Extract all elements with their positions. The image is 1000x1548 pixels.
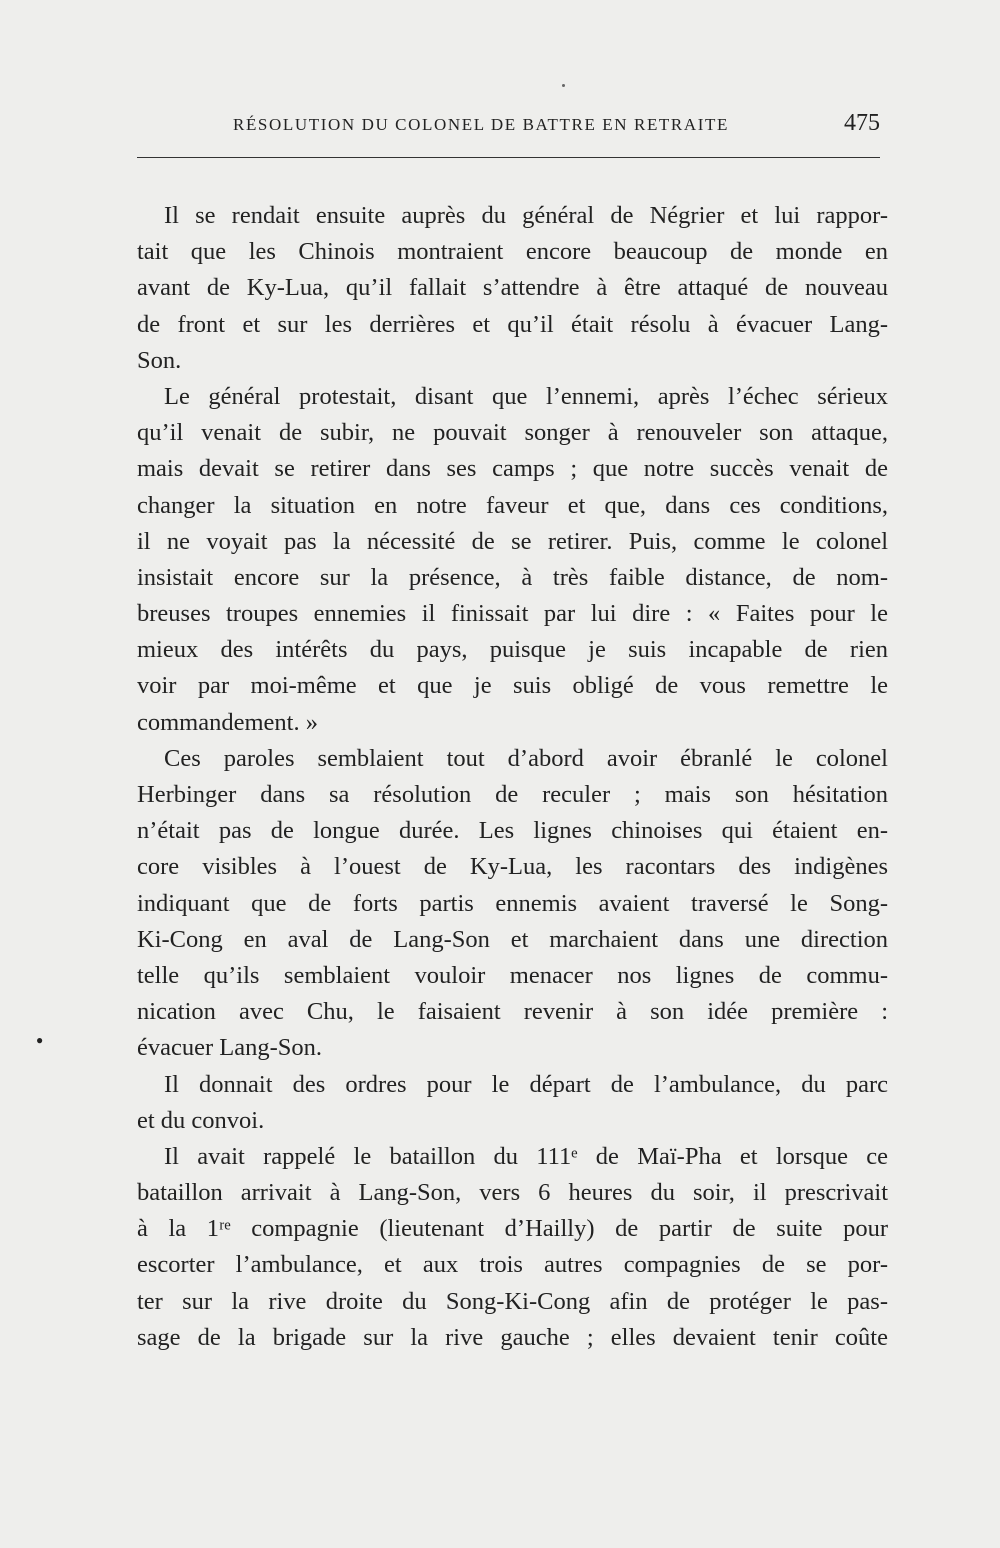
text-line: sage de la brigade sur la rive gauche ; elles devaient tenir coûte: [137, 1323, 888, 1351]
text-line: Le général protestait, disant que l’ennemi, après l’échec sérieux: [164, 382, 888, 410]
page-header: [137, 112, 880, 142]
text-line: Il avait rappelé le bataillon du 111ᵉ de Maï-Pha et lorsque ce: [164, 1142, 888, 1170]
text-line: mais devait se retirer dans ses camps ; que notre succès venait de: [137, 455, 888, 483]
text-line: indiquant que de forts partis ennemis avaient traversé le Song-: [137, 889, 888, 917]
text-line: qu’il venait de subir, ne pouvait songer à renouveler son attaque,: [137, 419, 888, 447]
page-number: 475: [844, 110, 880, 136]
text-line: il ne voyait pas la nécessité de se retirer. Puis, comme le colonel: [137, 527, 888, 555]
text-line: et du convoi.: [137, 1106, 265, 1134]
text-line: Il donnait des ordres pour le départ de l’ambulance, du parc: [164, 1070, 888, 1098]
header-rule: [137, 157, 880, 158]
text-line: commandement. »: [137, 708, 318, 736]
text-line: Il se rendait ensuite auprès du général de Négrier et lui rappor-: [164, 202, 888, 229]
text-line: changer la situation en notre faveur et que, dans ces conditions,: [137, 491, 888, 519]
text-line: bataillon arrivait à Lang-Son, vers 6 heures du soir, il prescrivait: [137, 1179, 888, 1207]
body-text: [137, 198, 888, 1356]
text-line: telle qu’ils semblaient vouloir menacer nos lignes de commu-: [137, 961, 888, 989]
text-line: insistait encore sur la présence, à très faible distance, de nom-: [137, 563, 888, 591]
text-line: évacuer Lang-Son.: [137, 1034, 323, 1062]
text-line: escorter l’ambulance, et aux trois autres compagnies de se por-: [137, 1251, 888, 1279]
text-line: tait que les Chinois montraient encore beaucoup de monde en: [137, 238, 888, 266]
text-line: Ces paroles semblaient tout d’abord avoir ébranlé le colonel: [164, 744, 888, 772]
stray-ink-mark: ●: [36, 1033, 44, 1047]
printer-dot: [562, 84, 565, 87]
text-line: voir par moi-même et que je suis obligé de vous remettre le: [137, 672, 888, 700]
text-line: n’était pas de longue durée. Les lignes chinoises qui étaient en-: [137, 817, 888, 845]
text-line: nication avec Chu, le faisaient revenir à son idée première :: [137, 998, 888, 1026]
text-line: à la 1ʳᵉ compagnie (lieutenant d’Hailly) de partir de suite pour: [137, 1215, 888, 1243]
text-line: de front et sur les derrières et qu’il était résolu à évacuer Lang-: [137, 310, 888, 338]
text-line: breuses troupes ennemies il finissait par lui dire : « Faites pour le: [137, 600, 888, 628]
text-line: Ki-Cong en aval de Lang-Son et marchaient dans une direction: [137, 925, 888, 953]
text-line: avant de Ky-Lua, qu’il fallait s’attendre à être attaqué de nouveau: [137, 274, 888, 302]
text-line: core visibles à l’ouest de Ky-Lua, les racontars des indigènes: [137, 853, 888, 881]
text-line: Son.: [137, 346, 182, 374]
text-line: ter sur la rive droite du Song-Ki-Cong afin de protéger le pas-: [137, 1287, 888, 1315]
running-head: RÉSOLUTION DU COLONEL DE BATTRE EN RETRAITE: [233, 115, 729, 134]
text-line: mieux des intérêts du pays, puisque je suis incapable de rien: [137, 636, 888, 664]
text-line: Herbinger dans sa résolution de reculer ; mais son hésitation: [137, 781, 888, 808]
